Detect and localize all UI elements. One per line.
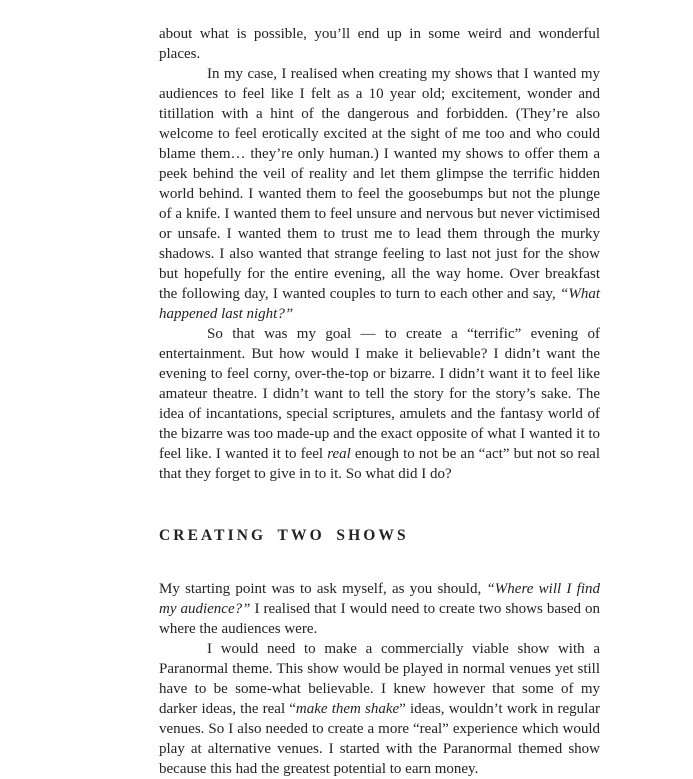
paragraph xyxy=(159,324,600,484)
paragraph xyxy=(159,24,600,64)
text-run: ” ideas, wouldn’t work in regular venues. So I also needed to create a more “real” experience which would play at alternative venues. I started with the Paranormal themed show because this had the greatest potential to earn money. xyxy=(159,701,600,777)
section-heading: CREATING TWO SHOWS xyxy=(159,527,409,544)
text-run: My starting point was to ask myself, as you should, xyxy=(159,581,487,597)
paragraph xyxy=(159,64,600,324)
italic-text-run: “Where will I find my audience?” xyxy=(159,581,600,617)
paragraph xyxy=(159,639,600,779)
text-run: about what is possible, you’ll end up in some weird and wonderful places. xyxy=(159,26,600,62)
text-run: So that was my goal — to create a “terrific” evening of entertainment. But how would I make it believable? I didn’t want the evening to feel corny, over-the-top or bizarre. I didn’t want it to feel like amateur theatre. I didn’t want to tell the story for the story’s sake. The idea of incantations, special scriptures, amulets and the fantasy world of the bizarre was too made-up and the exact opposite of what I wanted it to feel like. I wanted it to feel xyxy=(159,326,600,462)
text-run: I realised that I would need to create two shows based on where the audiences were. xyxy=(159,601,601,637)
text-run: In my case, I realised when creating my shows that I wanted my audiences to feel like I felt as a 10 year old; excitement, wonder and titillation with a hint of the dangerous and forbidden. (They’re also welcome to feel erotically excited at the sight of me too and who could blame them… they’re only human.) I wanted my shows to offer them a peek behind the veil of reality and let them glimpse the terrific hidden world behind. I wanted them to feel the goosebumps but not the plunge of a knife. I wanted them to feel unsure and nervous but never victimised or unsafe. I wanted them to trust me to lead them through the murky shadows. I also wanted that strange feeling to last not just for the show but hopefully for the entire evening, all the way home. Over breakfast the following day, I wanted couples to turn to each other and say, xyxy=(159,66,600,302)
italic-text-run: make them shake xyxy=(295,701,400,717)
paragraph xyxy=(159,579,600,639)
italic-text-run: real xyxy=(327,446,351,462)
italic-text-run: “What happened last night?” xyxy=(159,286,600,322)
text-run: enough to not be an “act” but not so real that they forget to give in to it. So what did I do? xyxy=(159,446,601,482)
text-run: I would need to make a commercially viable show with a Paranormal theme. This show would be played in normal venues yet still have to be some-what believable. I knew however that some of my darker ideas, the real “ xyxy=(159,641,600,717)
body-text xyxy=(159,24,600,484)
section-body-text xyxy=(159,579,600,779)
text-column xyxy=(159,24,600,779)
